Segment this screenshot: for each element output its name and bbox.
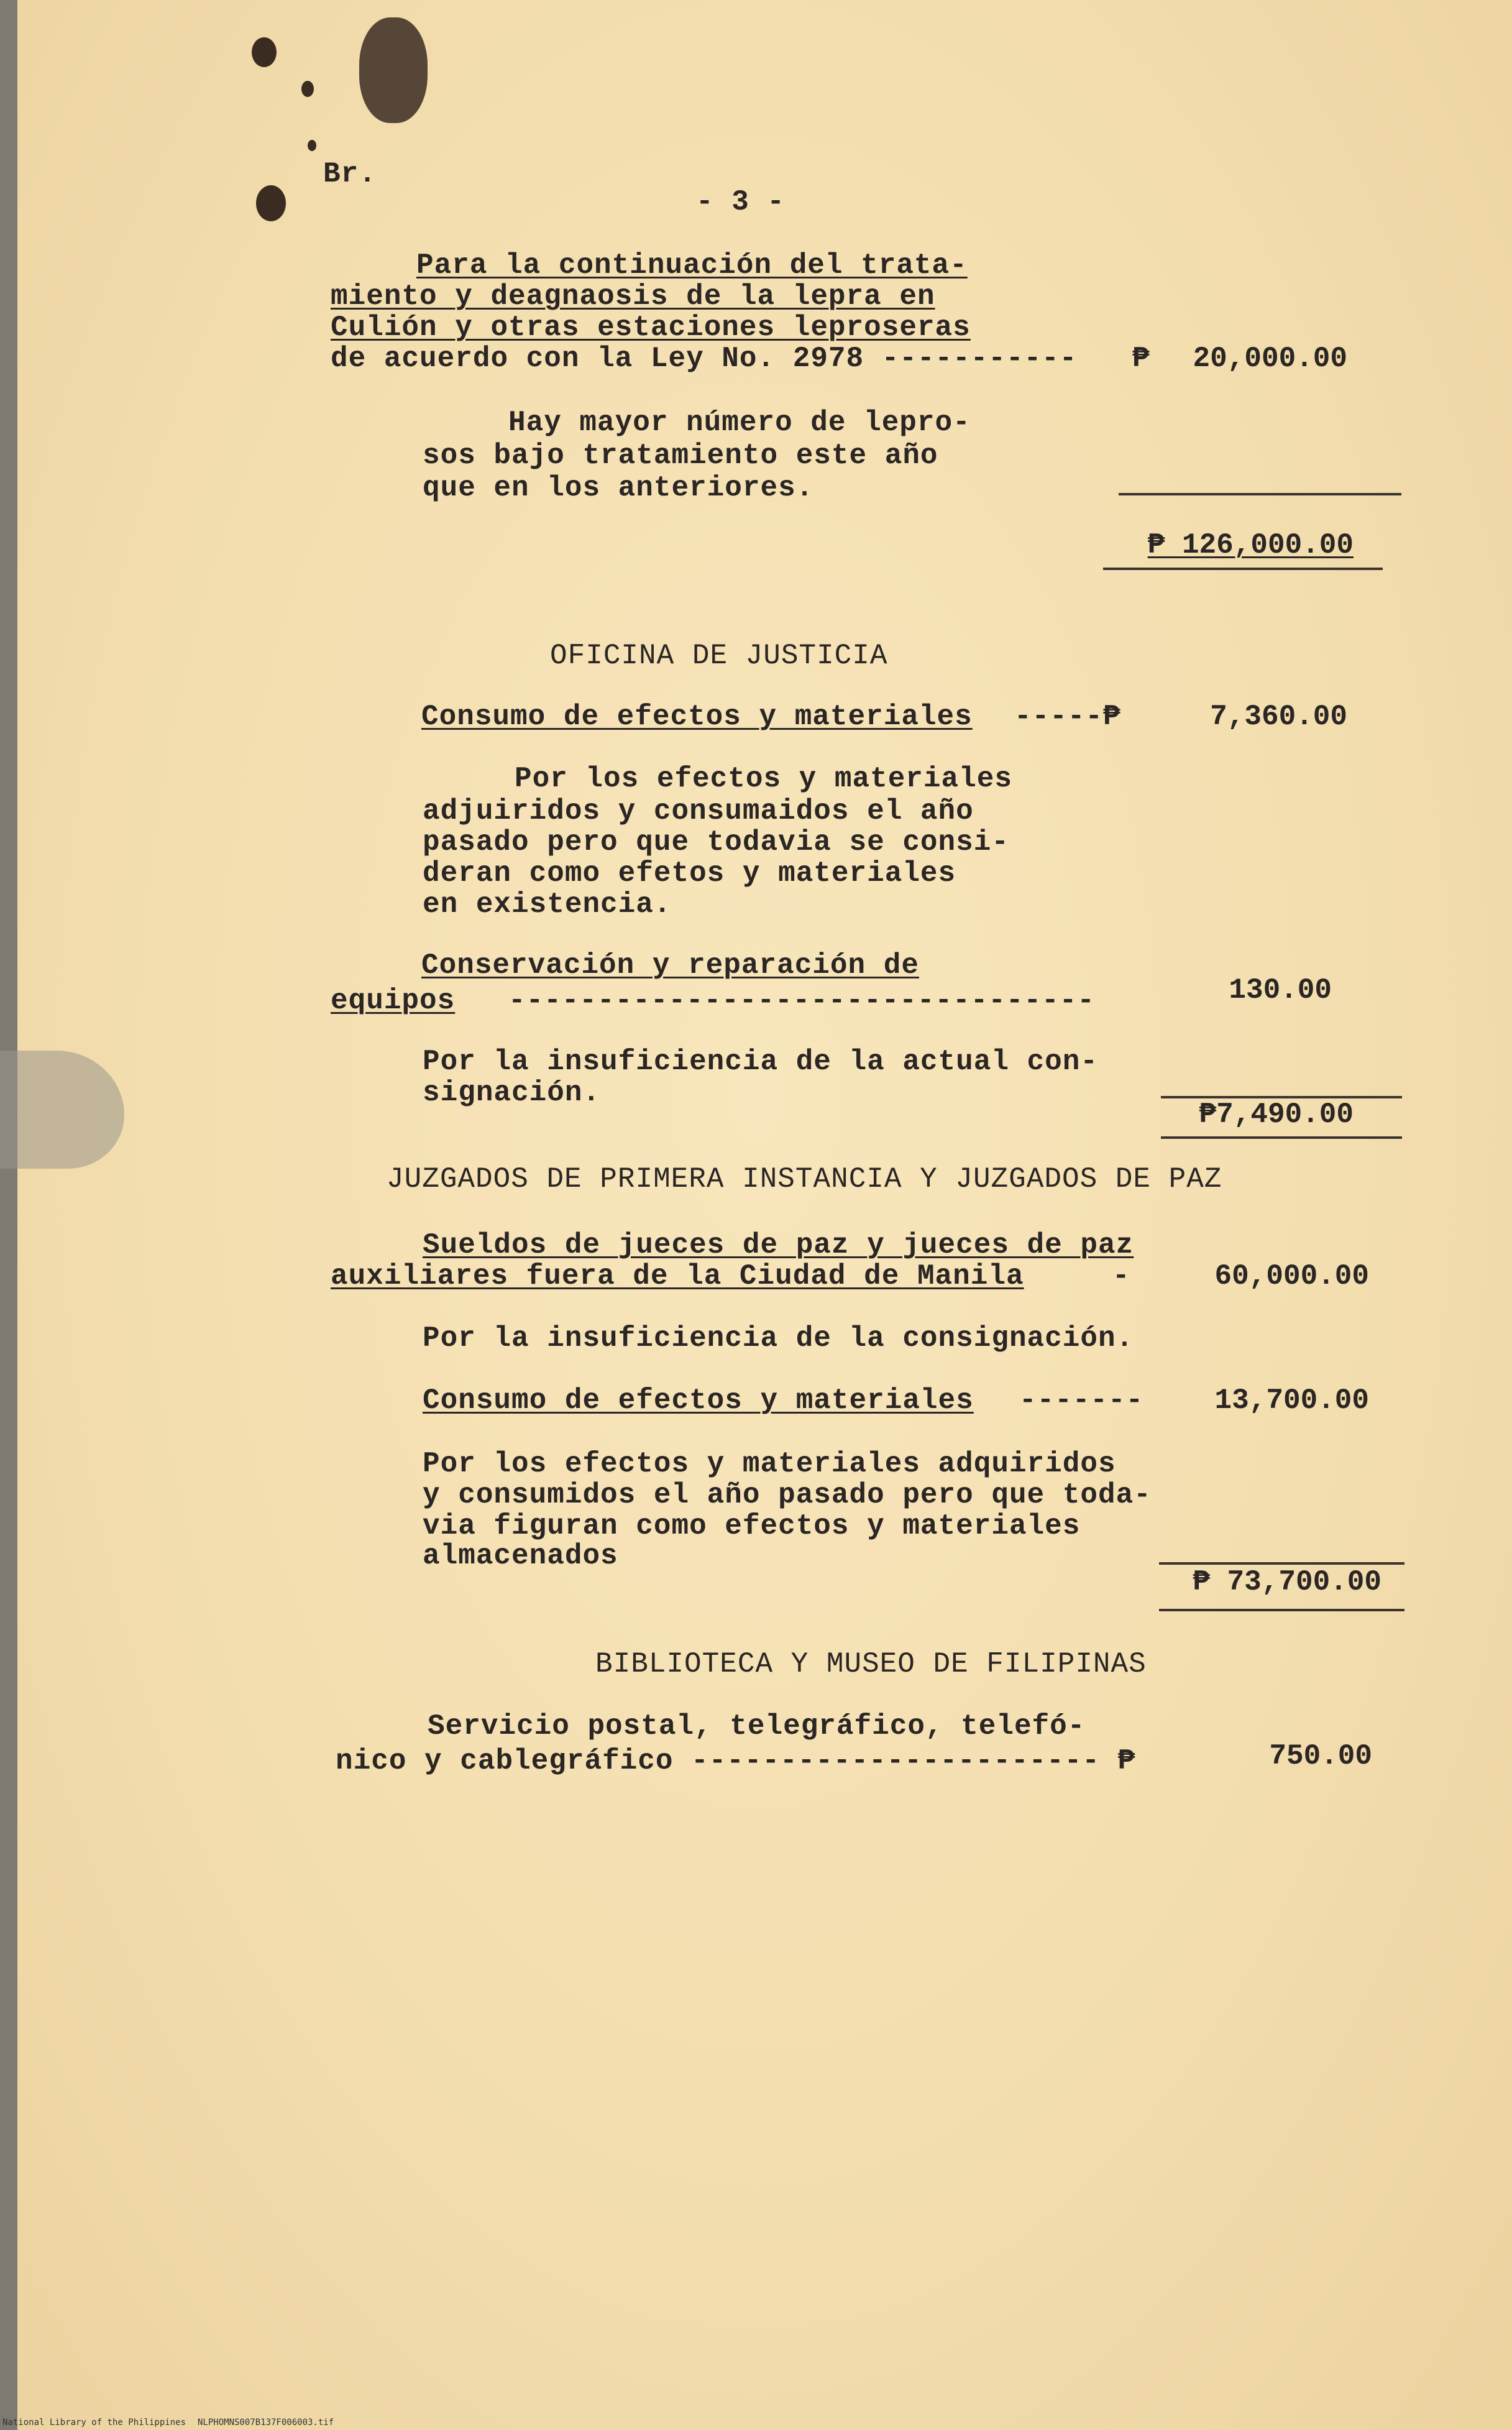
footer-left: National Library of the Philippines — [2, 2418, 186, 2428]
juzgados-item1-label: Sueldos de jueces de paz y jueces de paz — [423, 1229, 1134, 1261]
sec1-note-1: Hay mayor número de lepro- — [508, 407, 971, 439]
header-mark: Br. — [323, 158, 377, 190]
oficina-item1-note-1: Por los efectos y materiales — [515, 763, 1012, 795]
sec1-title-2: miento y deagnaosis de la lepra en — [331, 280, 935, 313]
juzgados-item2-note-2: y consumidos el año pasado pero que toda- — [423, 1479, 1152, 1511]
oficina-item1-amount: 7,360.00 — [1210, 701, 1347, 733]
sec1-total-rule — [1103, 568, 1383, 570]
oficina-item2-note-1: Por la insuficiencia de la actual con- — [423, 1046, 1098, 1078]
ink-stain — [301, 81, 314, 97]
oficina-item2-amount: 130.00 — [1229, 974, 1332, 1006]
oficina-item2-note-2: signación. — [423, 1077, 601, 1109]
ink-stain — [256, 185, 286, 221]
footer-right: NLPHOMNS007B137F006003.tif — [198, 2418, 334, 2428]
scan-edge-strip — [0, 0, 17, 2430]
juzgados-item1-note: Por la insuficiencia de la consignación. — [423, 1322, 1134, 1355]
oficina-item1-note-3: pasado pero que todavia se consi- — [423, 826, 1009, 858]
juzgados-rule — [1159, 1562, 1404, 1565]
juzgados-item2-amount: 13,700.00 — [1214, 1384, 1369, 1417]
juzgados-item2-note-1: Por los efectos y materiales adquiridos — [423, 1448, 1116, 1480]
ink-stain — [308, 140, 316, 151]
paper-tear — [0, 1051, 124, 1169]
juzgados-item1-amount: 60,000.00 — [1214, 1260, 1369, 1292]
oficina-item1-note-4: deran como efetos y materiales — [423, 857, 956, 890]
juzgados-item2-dashes: ------- — [1019, 1384, 1144, 1417]
sec1-note-3: que en los anteriores. — [423, 472, 814, 504]
ink-stain — [252, 37, 277, 67]
biblioteca-item1-label: Servicio postal, telegráfico, telefó- — [428, 1710, 1086, 1742]
sec1-rule — [1119, 493, 1401, 495]
sec1-title-4: de acuerdo con la Ley No. 2978 ----------- — [331, 343, 1078, 375]
juzgados-item2-note-3: via figuran como efectos y materiales — [423, 1510, 1081, 1542]
oficina-item1-note-2: adjuiridos y consumaidos el año — [423, 795, 974, 827]
juzgados-total: ₱ 73,700.00 — [1193, 1566, 1381, 1598]
juzgados-heading: JUZGADOS DE PRIMERA INSTANCIA Y JUZGADOS DE PAZ — [387, 1163, 1222, 1195]
juzgados-item2-label: Consumo de efectos y materiales — [423, 1384, 974, 1417]
ink-stain — [359, 17, 428, 123]
oficina-total: ₱7,490.00 — [1199, 1098, 1354, 1131]
oficina-item2-label-2: equipos — [331, 985, 456, 1017]
oficina-item2-dashes: --------------------------------- — [508, 985, 1095, 1017]
oficina-item2-label: Conservación y reparación de — [421, 949, 919, 982]
sec1-note-2: sos bajo tratamiento este año — [423, 440, 938, 472]
oficina-item1-label: Consumo de efectos y materiales — [421, 701, 973, 733]
juzgados-item2-note-4: almacenados — [423, 1540, 618, 1572]
oficina-item1-note-5: en existencia. — [423, 888, 672, 921]
biblioteca-heading: BIBLIOTECA Y MUSEO DE FILIPINAS — [595, 1648, 1147, 1680]
juzgados-item1-label-2: auxiliares fuera de la Ciudad de Manila — [331, 1260, 1024, 1292]
juzgados-item1-dash: - — [1112, 1260, 1130, 1292]
sec1-peso: ₱ — [1132, 343, 1150, 375]
juzgados-total-rule — [1159, 1609, 1404, 1611]
oficina-item1-dashes: -----₱ — [1014, 701, 1121, 733]
sec1-title-3: Culión y otras estaciones leproseras — [331, 311, 971, 344]
sec1-amount: 20,000.00 — [1193, 343, 1347, 375]
page-number: - 3 - — [696, 186, 786, 218]
biblioteca-item1-label-2: nico y cablegráfico ----------------------- ₱ — [336, 1745, 1136, 1777]
oficina-heading: OFICINA DE JUSTICIA — [550, 640, 888, 672]
sec1-total: ₱ 126,000.00 — [1147, 529, 1354, 561]
sec1-title-1: Para la continuación del trata- — [416, 249, 968, 282]
oficina-total-rule — [1161, 1136, 1402, 1139]
biblioteca-item1-amount: 750.00 — [1269, 1740, 1372, 1772]
